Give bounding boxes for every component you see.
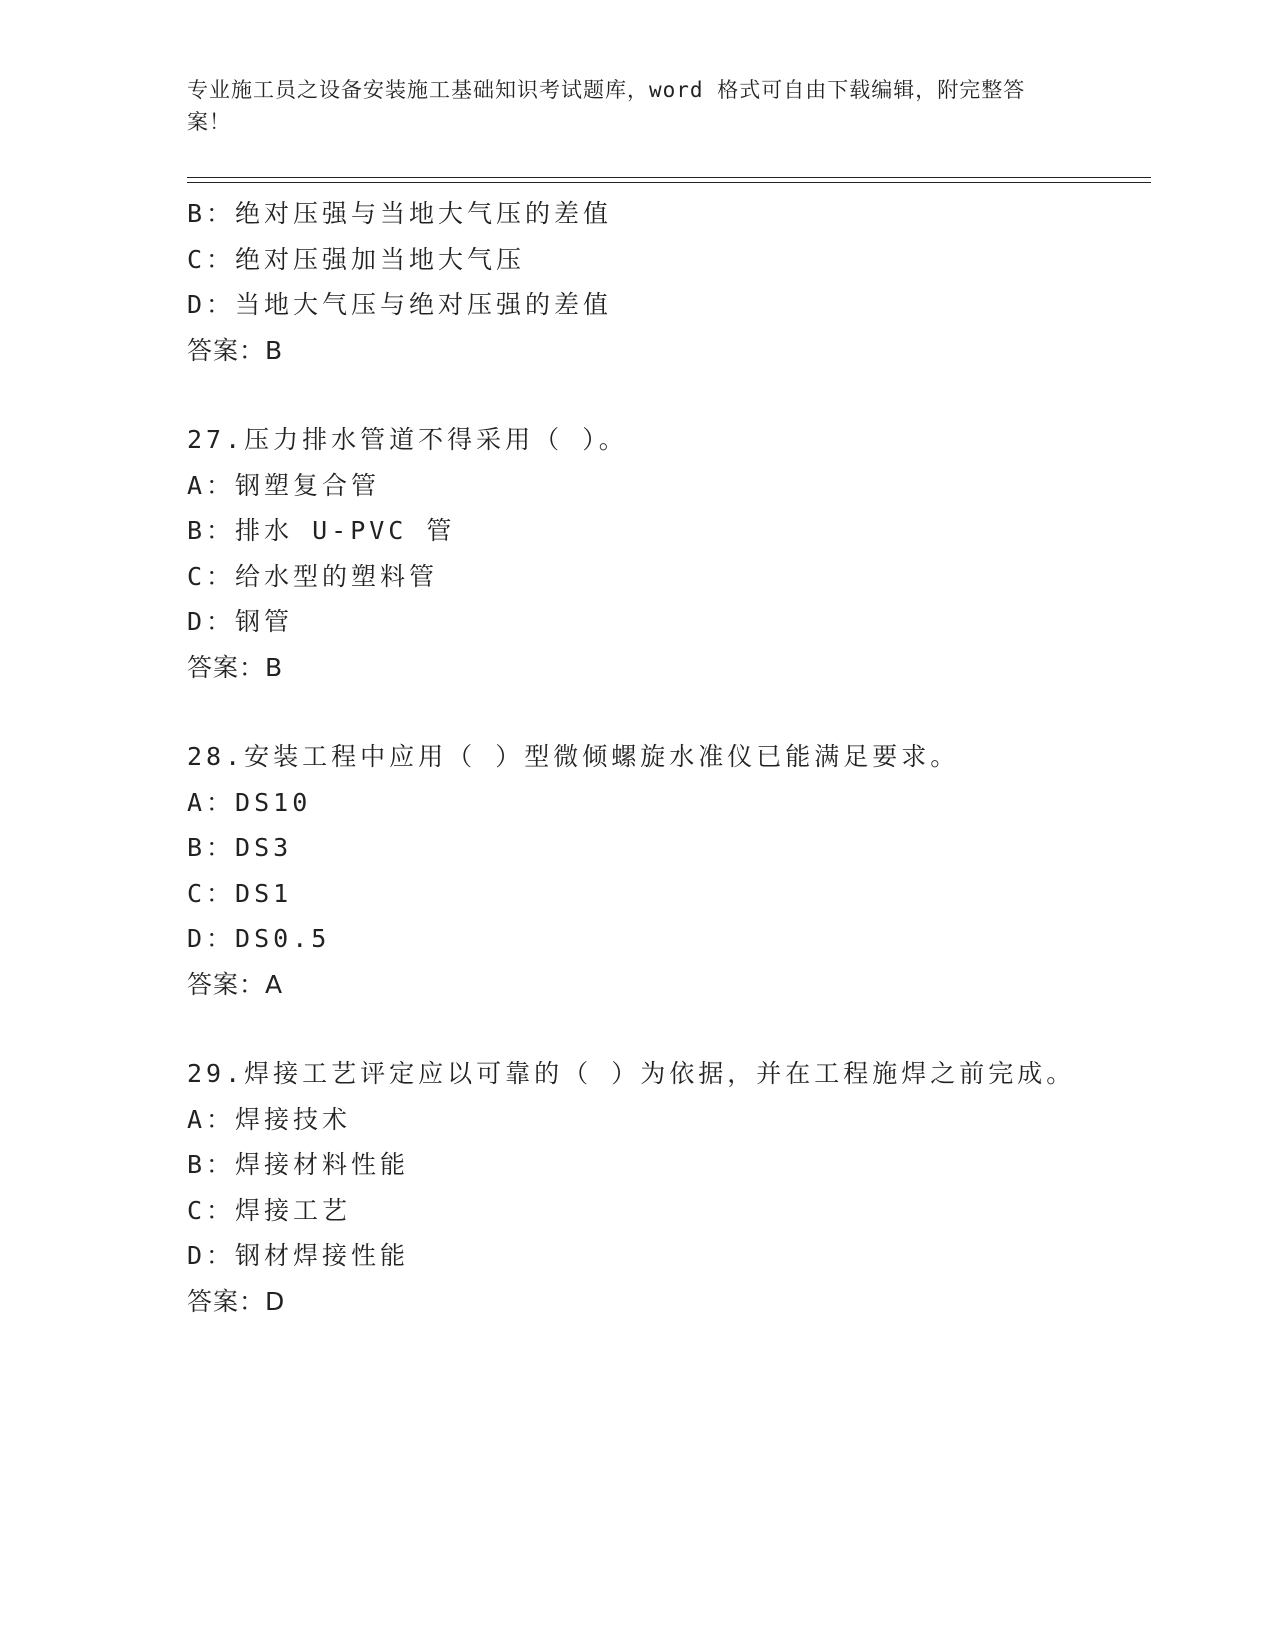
option-c: C：焊接工艺 bbox=[187, 1195, 352, 1225]
document-header: 专业施工员之设备安装施工基础知识考试题库，word 格式可自由下载编辑，附完整答案！ bbox=[187, 78, 1026, 134]
question-text: 27.压力排水管道不得采用（ ）。 bbox=[187, 425, 628, 454]
answer: 答案：D bbox=[187, 1286, 286, 1316]
header-divider-top bbox=[187, 177, 1151, 178]
option-c: C：给水型的塑料管 bbox=[187, 561, 439, 591]
question-28 bbox=[187, 734, 1147, 1007]
option-b: B：DS3 bbox=[187, 833, 293, 862]
option-d: D：钢材焊接性能 bbox=[187, 1241, 410, 1270]
question-26 bbox=[187, 191, 1147, 373]
question-list bbox=[187, 191, 1147, 1324]
header-divider-bottom bbox=[187, 182, 1151, 183]
question-text: 29.焊接工艺评定应以可靠的（ ）为依据，并在工程施焊之前完成。 bbox=[187, 1059, 1076, 1088]
option-b: B：焊接材料性能 bbox=[187, 1150, 410, 1179]
question-text: 28.安装工程中应用（ ）型微倾螺旋水准仪已能满足要求。 bbox=[187, 742, 960, 771]
answer: 答案：B bbox=[187, 652, 284, 682]
option-d: D：DS0.5 bbox=[187, 924, 331, 953]
option-b: B：排水 U-PVC 管 bbox=[187, 516, 456, 545]
question-27 bbox=[187, 417, 1147, 690]
option-a: A：焊接技术 bbox=[187, 1104, 352, 1134]
option-a: A：DS10 bbox=[187, 787, 312, 817]
option-d: D：当地大气压与绝对压强的差值 bbox=[187, 290, 613, 319]
option-b: B：绝对压强与当地大气压的差值 bbox=[187, 199, 613, 228]
answer: 答案：A bbox=[187, 969, 284, 999]
question-29 bbox=[187, 1051, 1147, 1324]
option-c: C：DS1 bbox=[187, 878, 293, 908]
answer: 答案：B bbox=[187, 335, 284, 365]
option-c: C：绝对压强加当地大气压 bbox=[187, 244, 526, 274]
option-d: D：钢管 bbox=[187, 607, 294, 636]
option-a: A：钢塑复合管 bbox=[187, 470, 381, 500]
